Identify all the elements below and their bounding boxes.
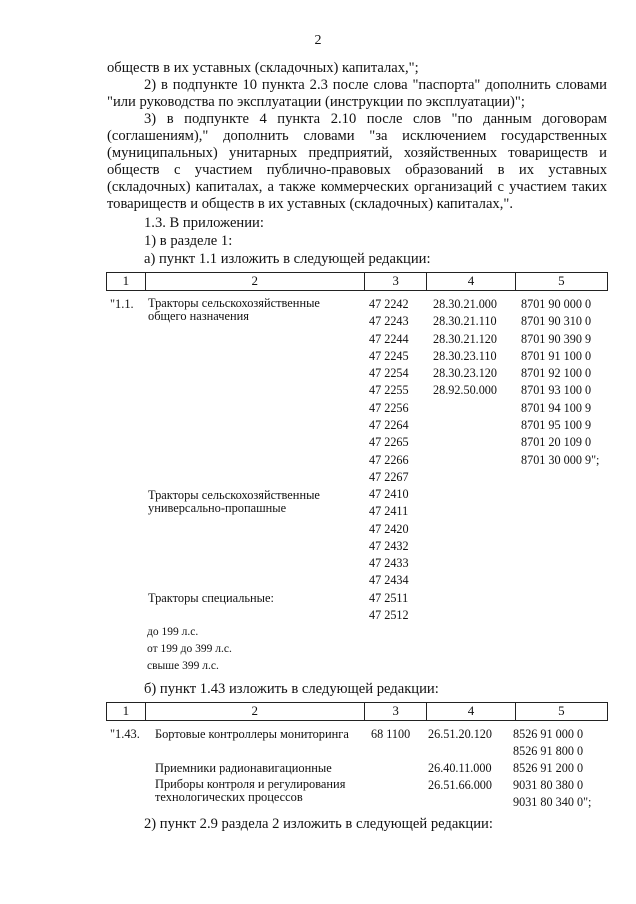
tnved-code: 8526 91 200 0 bbox=[513, 761, 584, 775]
tnved-code: 8701 94 100 9 bbox=[521, 400, 592, 415]
intro-line: обществ в их уставных (складочных) капиталах,"; bbox=[107, 60, 419, 76]
table-2-row-2-name: Приемники радионавигационные bbox=[155, 761, 332, 775]
table-1-header-col-3: 3 bbox=[364, 273, 427, 291]
table-2-row-3-okpd: 26.51.66.000 bbox=[428, 778, 492, 792]
section-1-heading: 1) в разделе 1: bbox=[144, 233, 233, 249]
okp-code: 47 2410 bbox=[369, 487, 409, 501]
tnved-code: 8701 91 100 0 bbox=[521, 348, 592, 363]
okp-code: 47 2511 bbox=[369, 591, 409, 605]
table-2-row-1-okpd: 26.51.20.120 bbox=[428, 727, 492, 741]
okpd-code: 28.92.50.000 bbox=[433, 383, 497, 398]
table-1-group-3-okp-list bbox=[369, 590, 409, 625]
item-2-9-heading: 2) пункт 2.9 раздела 2 изложить в следующей редакции: bbox=[144, 816, 493, 832]
table-1-header bbox=[106, 272, 608, 291]
page-number: 2 bbox=[314, 33, 322, 48]
table-1-group-3-name: Тракторы специальные: bbox=[148, 591, 274, 605]
tnved-code: 8701 90 000 0 bbox=[521, 297, 592, 311]
tnved-code: 8701 92 100 0 bbox=[521, 366, 592, 381]
okp-code: 47 2433 bbox=[369, 556, 409, 571]
okpd-code: 28.30.23.120 bbox=[433, 366, 497, 381]
okp-code: 47 2242 bbox=[369, 297, 409, 311]
okp-code: 47 2432 bbox=[369, 538, 409, 553]
table-1-item-number: "1.1. bbox=[110, 297, 134, 311]
table-2-row-3-name: Приборы контроля и регулирования технологических процессов bbox=[155, 777, 346, 804]
table-2-row-2-tnved-list bbox=[513, 760, 583, 777]
section-b-heading: б) пункт 1.43 изложить в следующей редакции: bbox=[144, 681, 439, 697]
table-1-group-1-name: Тракторы сельскохозяйственные общего назначения bbox=[148, 296, 320, 323]
table-2-row-1-name: Бортовые контроллеры мониторинга bbox=[155, 727, 349, 741]
item-3-paragraph: 3) в подпункте 4 пункта 2.10 после слов "по данным договорам (соглашениям)," дополнить словами "за исключением государственных (муниципальных) унитарных предприятий, хозяйственных товариществ и обществ с участием публично-правовых образований в их уставных (складочных) капиталах, а также коммерческих организаций с участием таких товариществ и обществ в их уставных (складочных) капиталах,". bbox=[107, 111, 607, 212]
okp-code: 47 2254 bbox=[369, 366, 409, 381]
table-1-header-col-5: 5 bbox=[515, 273, 607, 291]
okp-code: 47 2256 bbox=[369, 400, 409, 415]
tnved-code: 8701 93 100 0 bbox=[521, 383, 592, 398]
tnved-code: 8526 91 000 0 bbox=[513, 727, 584, 741]
tnved-code: 8701 90 390 9 bbox=[521, 331, 592, 346]
okpd-code: 28.30.23.110 bbox=[433, 348, 497, 363]
okp-code: 47 2267 bbox=[369, 469, 409, 484]
section-1-3-heading: 1.3. В приложении: bbox=[144, 215, 264, 231]
power-range-2: от 199 до 399 л.с. bbox=[147, 643, 232, 655]
okpd-code: 28.30.21.000 bbox=[433, 297, 497, 311]
table-2-item-number: "1.43. bbox=[110, 727, 140, 741]
okp-code: 47 2244 bbox=[369, 331, 409, 346]
table-2-header-col-5: 5 bbox=[515, 703, 607, 721]
tnved-code: 9031 80 380 0 bbox=[513, 778, 584, 792]
tnved-code: 8526 91 800 0 bbox=[513, 744, 584, 759]
table-1-group-1-okp-list bbox=[369, 296, 409, 486]
okp-code: 47 2512 bbox=[369, 608, 409, 623]
table-2-row-2-okpd: 26.40.11.000 bbox=[428, 761, 492, 775]
table-1-header-col-1: 1 bbox=[107, 273, 146, 291]
table-2-row-1-tnved-list bbox=[513, 726, 583, 761]
section-a-heading: а) пункт 1.1 изложить в следующей редакции: bbox=[144, 251, 431, 267]
item-2-paragraph: 2) в подпункте 10 пункта 2.3 после слова "паспорта" дополнить словами "или руководства по эксплуатации (инструкции по эксплуатации)"; bbox=[107, 77, 607, 110]
okp-code: 47 2434 bbox=[369, 573, 409, 588]
table-2-header-col-1: 1 bbox=[107, 703, 146, 721]
okpd-code: 28.30.21.120 bbox=[433, 331, 497, 346]
table-2-header-col-2: 2 bbox=[145, 703, 364, 721]
okp-code: 47 2243 bbox=[369, 314, 409, 329]
table-1-header-col-4: 4 bbox=[427, 273, 515, 291]
okp-code: 47 2265 bbox=[369, 435, 409, 450]
tnved-code: 8701 90 310 0 bbox=[521, 314, 592, 329]
table-2-row-3-tnved-list bbox=[513, 777, 591, 812]
okp-code: 47 2255 bbox=[369, 383, 409, 398]
table-2-row-1-okp: 68 1100 bbox=[371, 727, 411, 741]
okpd-code: 28.30.21.110 bbox=[433, 314, 497, 329]
table-2-header-col-4: 4 bbox=[427, 703, 515, 721]
table-1-header-col-2: 2 bbox=[145, 273, 364, 291]
table-2-header bbox=[106, 702, 608, 721]
okp-code: 47 2266 bbox=[369, 452, 409, 467]
power-range-3: свыше 399 л.с. bbox=[147, 660, 219, 672]
tnved-code: 8701 20 109 0 bbox=[521, 435, 592, 450]
tnved-code: 8701 30 000 9"; bbox=[521, 452, 600, 467]
okp-code: 47 2264 bbox=[369, 418, 409, 433]
okp-code: 47 2411 bbox=[369, 504, 409, 519]
okp-code: 47 2245 bbox=[369, 348, 409, 363]
power-range-1: до 199 л.с. bbox=[147, 626, 199, 638]
table-1-group-2-name: Тракторы сельскохозяйственные универсально-пропашные bbox=[148, 488, 320, 515]
okp-code: 47 2420 bbox=[369, 521, 409, 536]
table-1-group-1-okpd-list bbox=[433, 296, 497, 400]
tnved-code: 8701 95 100 9 bbox=[521, 418, 592, 433]
table-2-header-col-3: 3 bbox=[364, 703, 427, 721]
table-1-group-1-tnved-list bbox=[521, 296, 599, 469]
table-1-group-2-okp-list bbox=[369, 486, 409, 590]
tnved-code: 9031 80 340 0"; bbox=[513, 795, 592, 810]
